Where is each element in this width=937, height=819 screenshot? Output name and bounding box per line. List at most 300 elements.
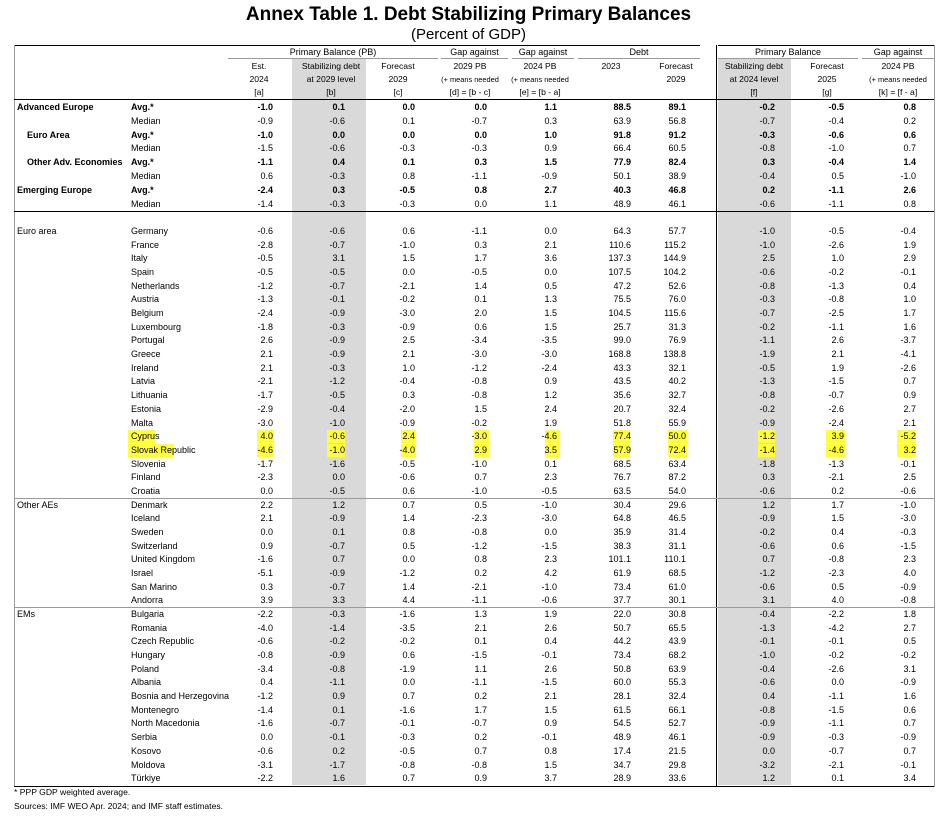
value-cell: -0.4 <box>329 404 345 414</box>
value-cell: -3.2 <box>759 760 775 770</box>
value-cell: 25.7 <box>613 322 631 332</box>
country-name: Slovak Republic <box>131 445 196 455</box>
value-cell: -2.0 <box>399 404 415 414</box>
value-cell: 0.3 <box>402 390 415 400</box>
value-cell: 0.6 <box>903 705 916 715</box>
value-cell: 89.1 <box>668 102 686 112</box>
value-cell: -0.3 <box>329 322 345 332</box>
value-cell: -0.8 <box>759 281 775 291</box>
value-cell: -1.1 <box>759 335 775 345</box>
value-cell: -0.6 <box>759 541 775 551</box>
value-cell: -0.5 <box>399 746 415 756</box>
value-cell: -1.8 <box>257 322 273 332</box>
value-cell: -2.3 <box>257 472 273 482</box>
value-cell: -0.5 <box>399 459 415 469</box>
value-cell: -4.0 <box>257 623 273 633</box>
value-cell: 0.0 <box>332 472 345 482</box>
value-cell: 0.0 <box>402 130 415 140</box>
value-cell: 77.9 <box>613 157 631 167</box>
col-header-line3: [d] = [b - c] <box>449 87 491 97</box>
value-cell: 77.4 <box>613 431 631 441</box>
value-cell: 46.1 <box>668 732 686 742</box>
value-cell: -0.9 <box>329 335 345 345</box>
value-cell: -0.2 <box>759 404 775 414</box>
value-cell: 2.5 <box>903 472 916 482</box>
value-cell: -0.9 <box>329 308 345 318</box>
value-cell: 0.0 <box>474 199 487 209</box>
value-cell: -1.3 <box>257 294 273 304</box>
value-cell: -1.7 <box>257 459 273 469</box>
value-cell: 0.9 <box>544 376 557 386</box>
value-cell: 0.1 <box>474 636 487 646</box>
value-cell: 63.9 <box>668 664 686 674</box>
value-cell: 0.8 <box>402 171 415 181</box>
value-cell: 50.8 <box>613 664 631 674</box>
value-cell: -0.8 <box>828 294 844 304</box>
value-cell: -5.1 <box>257 568 273 578</box>
value-cell: -1.4 <box>759 445 775 455</box>
value-cell: 0.2 <box>762 185 775 195</box>
group-header: Primary Balance (PB) <box>289 47 377 57</box>
value-cell: 1.1 <box>544 102 557 112</box>
value-cell: -0.2 <box>828 650 844 660</box>
col-header-line1: 2024 PB <box>881 61 915 71</box>
value-cell: 3.2 <box>903 445 916 455</box>
value-cell: -0.3 <box>399 199 415 209</box>
value-cell: -2.6 <box>828 664 844 674</box>
value-cell: -1.1 <box>828 322 844 332</box>
value-cell: -0.6 <box>257 226 273 236</box>
value-cell: 76.0 <box>668 294 686 304</box>
value-cell: -0.9 <box>759 513 775 523</box>
value-cell: 0.2 <box>474 732 487 742</box>
value-cell: -0.8 <box>471 527 487 537</box>
col-header-line2: (+ means needed <box>511 75 569 84</box>
summary-stat: Avg.* <box>131 130 154 140</box>
value-cell: -1.5 <box>900 541 916 551</box>
value-cell: 1.0 <box>402 363 415 373</box>
value-cell: 3.1 <box>332 253 345 263</box>
group-header: Gap against <box>450 47 499 57</box>
value-cell: 75.5 <box>613 294 631 304</box>
value-cell: -2.1 <box>257 376 273 386</box>
value-cell: -4.0 <box>399 445 415 455</box>
value-cell: -1.2 <box>329 376 345 386</box>
value-cell: 2.6 <box>831 335 844 345</box>
country-name: Latvia <box>131 376 156 386</box>
country-name: Czech Republic <box>131 636 195 646</box>
value-cell: 2.1 <box>903 418 916 428</box>
value-cell: -0.9 <box>900 582 916 592</box>
value-cell: 0.7 <box>903 718 916 728</box>
value-cell: 28.9 <box>613 773 631 783</box>
summary-stat: Median <box>131 171 161 181</box>
value-cell: 2.9 <box>903 253 916 263</box>
value-cell: 0.0 <box>762 746 775 756</box>
value-cell: 38.9 <box>668 171 686 181</box>
value-cell: 4.0 <box>903 568 916 578</box>
value-cell: -1.6 <box>399 609 415 619</box>
value-cell: -1.4 <box>329 623 345 633</box>
value-cell: 0.0 <box>544 267 557 277</box>
value-cell: -1.6 <box>399 705 415 715</box>
value-cell: 32.7 <box>668 390 686 400</box>
value-cell: -1.2 <box>399 568 415 578</box>
value-cell: 1.5 <box>544 322 557 332</box>
value-cell: 0.6 <box>260 171 273 181</box>
country-name: Moldova <box>131 760 166 770</box>
value-cell: -3.0 <box>900 513 916 523</box>
value-cell: 0.8 <box>903 102 916 112</box>
country-name: Israel <box>131 568 154 578</box>
value-cell: 73.4 <box>613 650 631 660</box>
value-cell: 50.1 <box>613 171 631 181</box>
country-name: Iceland <box>131 513 161 523</box>
value-cell: 0.9 <box>544 143 557 153</box>
value-cell: -0.6 <box>399 472 415 482</box>
value-cell: -1.2 <box>471 541 487 551</box>
value-cell: -0.6 <box>759 267 775 277</box>
value-cell: -2.2 <box>828 609 844 619</box>
value-cell: 2.7 <box>903 623 916 633</box>
value-cell: 30.4 <box>613 500 631 510</box>
value-cell: -0.9 <box>329 513 345 523</box>
value-cell: -1.2 <box>471 363 487 373</box>
value-cell: -5.2 <box>900 431 916 441</box>
value-cell: -1.0 <box>541 500 557 510</box>
value-cell: 2.0 <box>474 308 487 318</box>
value-cell: -1.0 <box>759 226 775 236</box>
value-cell: 0.7 <box>402 500 415 510</box>
col-header-line1: Est. <box>251 61 267 71</box>
value-cell: 0.0 <box>402 677 415 687</box>
value-cell: 21.5 <box>668 746 686 756</box>
summary-region: Advanced Europe <box>17 102 94 112</box>
value-cell: 0.7 <box>762 554 775 564</box>
value-cell: -0.1 <box>900 267 916 277</box>
group-underline <box>862 58 934 59</box>
col-header-line2: 2024 <box>249 74 269 84</box>
value-cell: 2.6 <box>544 664 557 674</box>
value-cell: 55.9 <box>668 418 686 428</box>
value-cell: -0.8 <box>399 760 415 770</box>
country-name: Bosnia and Herzegovina <box>131 691 230 701</box>
value-cell: 1.1 <box>544 199 557 209</box>
value-cell: 0.3 <box>332 185 345 195</box>
value-cell: 107.5 <box>608 267 631 277</box>
value-cell: -0.4 <box>828 116 844 126</box>
country-name: San Marino <box>131 582 178 592</box>
value-cell: -0.7 <box>329 582 345 592</box>
value-cell: 0.9 <box>544 718 557 728</box>
value-cell: 44.2 <box>613 636 631 646</box>
value-cell: 2.4 <box>544 404 557 414</box>
value-cell: 4.2 <box>544 568 557 578</box>
value-cell: -0.1 <box>541 650 557 660</box>
value-cell: -0.7 <box>329 718 345 728</box>
value-cell: -0.6 <box>759 486 775 496</box>
value-cell: 1.4 <box>402 513 415 523</box>
value-cell: 0.3 <box>260 582 273 592</box>
summary-region: Emerging Europe <box>17 185 93 195</box>
col-header-line2: 2029 <box>666 74 686 84</box>
value-cell: 1.5 <box>544 760 557 770</box>
value-cell: 52.7 <box>668 718 686 728</box>
summary-stat: Avg.* <box>131 102 154 112</box>
value-cell: 40.3 <box>613 185 631 195</box>
value-cell: -3.0 <box>541 349 557 359</box>
summary-region: Euro Area <box>27 130 70 140</box>
value-cell: -0.8 <box>471 376 487 386</box>
value-cell: -0.5 <box>828 102 844 112</box>
section-label: Other AEs <box>17 500 59 510</box>
col-header-line2: 2029 <box>388 74 408 84</box>
value-cell: -0.3 <box>900 527 916 537</box>
value-cell: 2.6 <box>903 185 916 195</box>
value-cell: -0.2 <box>399 294 415 304</box>
value-cell: -1.0 <box>471 459 487 469</box>
value-cell: 0.0 <box>474 130 487 140</box>
value-cell: 1.4 <box>903 157 916 167</box>
value-cell: 0.1 <box>332 102 345 112</box>
value-cell: 1.0 <box>903 294 916 304</box>
country-name: Andorra <box>131 595 164 605</box>
footnote-ppp: * PPP GDP weighted average. <box>14 787 131 797</box>
value-cell: -0.9 <box>257 116 273 126</box>
col-header-line2: (+ means needed <box>441 75 499 84</box>
value-cell: -4.6 <box>828 445 844 455</box>
value-cell: 2.1 <box>260 513 273 523</box>
value-cell: 0.0 <box>544 527 557 537</box>
value-cell: -3.4 <box>257 664 273 674</box>
country-name: Portugal <box>131 335 165 345</box>
value-cell: 2.1 <box>544 240 557 250</box>
value-cell: 0.5 <box>831 171 844 181</box>
value-cell: -0.1 <box>900 760 916 770</box>
value-cell: 0.2 <box>903 116 916 126</box>
value-cell: -1.1 <box>471 171 487 181</box>
value-cell: 0.5 <box>544 281 557 291</box>
footnote-sources: Sources: IMF WEO Apr. 2024; and IMF staff estimates. <box>14 801 224 811</box>
value-cell: 22.0 <box>613 609 631 619</box>
value-cell: 0.1 <box>402 157 415 167</box>
col-header-line1: Forecast <box>659 61 693 71</box>
value-cell: -0.3 <box>329 199 345 209</box>
value-cell: 1.7 <box>903 308 916 318</box>
value-cell: -0.6 <box>329 226 345 236</box>
value-cell: 1.7 <box>831 500 844 510</box>
value-cell: 0.7 <box>903 143 916 153</box>
country-name: Finland <box>131 472 161 482</box>
value-cell: -0.8 <box>471 760 487 770</box>
summary-stat: Median <box>131 143 161 153</box>
value-cell: 3.7 <box>544 773 557 783</box>
value-cell: 99.0 <box>613 335 631 345</box>
value-cell: -4.6 <box>541 431 557 441</box>
value-cell: 32.4 <box>668 691 686 701</box>
country-name: Cyprus <box>131 431 160 441</box>
value-cell: 0.0 <box>402 102 415 112</box>
value-cell: 0.2 <box>474 568 487 578</box>
country-name: Slovenia <box>131 459 166 469</box>
col-header-line2: (+ means needed <box>869 75 927 84</box>
value-cell: 64.8 <box>613 513 631 523</box>
value-cell: -1.1 <box>828 199 844 209</box>
value-cell: 0.6 <box>903 130 916 140</box>
value-cell: -0.2 <box>471 418 487 428</box>
value-cell: 76.9 <box>668 335 686 345</box>
value-cell: -1.1 <box>828 691 844 701</box>
value-cell: -0.4 <box>759 664 775 674</box>
value-cell: -2.3 <box>471 513 487 523</box>
value-cell: 0.4 <box>762 691 775 701</box>
value-cell: -0.4 <box>759 609 775 619</box>
value-cell: -1.0 <box>257 130 273 140</box>
value-cell: 50.0 <box>668 431 686 441</box>
value-cell: -1.6 <box>257 554 273 564</box>
value-cell: -3.7 <box>900 335 916 345</box>
col-header-line3: [f] <box>750 87 758 97</box>
col-header-line3: [b] <box>326 87 336 97</box>
value-cell: 48.9 <box>613 732 631 742</box>
value-cell: 56.8 <box>668 116 686 126</box>
value-cell: -1.4 <box>257 705 273 715</box>
value-cell: -1.5 <box>828 376 844 386</box>
value-cell: 2.3 <box>544 472 557 482</box>
value-cell: 73.4 <box>613 582 631 592</box>
value-cell: 31.3 <box>668 322 686 332</box>
value-cell: 33.6 <box>668 773 686 783</box>
country-name: Spain <box>131 267 155 277</box>
value-cell: -0.9 <box>900 732 916 742</box>
country-name: Belgium <box>131 308 164 318</box>
value-cell: -0.3 <box>329 609 345 619</box>
value-cell: 0.3 <box>762 157 775 167</box>
col-header-line1: 2024 PB <box>523 61 557 71</box>
value-cell: -0.1 <box>329 732 345 742</box>
value-cell: -2.1 <box>828 472 844 482</box>
value-cell: -1.6 <box>329 459 345 469</box>
value-cell: -0.9 <box>329 349 345 359</box>
value-cell: 110.1 <box>664 554 686 564</box>
value-cell: 1.5 <box>544 705 557 715</box>
value-cell: 0.8 <box>474 185 487 195</box>
section-label: EMs <box>17 609 35 619</box>
value-cell: -1.0 <box>759 240 775 250</box>
value-cell: -0.7 <box>828 746 844 756</box>
value-cell: -1.3 <box>828 459 844 469</box>
value-cell: -4.2 <box>828 623 844 633</box>
value-cell: 115.2 <box>664 240 686 250</box>
value-cell: 0.1 <box>332 705 345 715</box>
value-cell: -0.1 <box>828 636 844 646</box>
col-header-line1: Stabilizing debt <box>301 61 361 71</box>
value-cell: -0.2 <box>759 527 775 537</box>
summary-stat: Avg.* <box>131 185 154 195</box>
value-cell: -1.1 <box>471 226 487 236</box>
value-cell: 1.4 <box>474 281 487 291</box>
value-cell: -0.6 <box>828 130 844 140</box>
value-cell: -0.2 <box>759 102 775 112</box>
value-cell: 61.9 <box>613 568 631 578</box>
value-cell: -1.1 <box>329 677 345 687</box>
value-cell: 1.6 <box>903 691 916 701</box>
summary-stat: Avg.* <box>131 157 154 167</box>
value-cell: 63.4 <box>668 459 686 469</box>
value-cell: 43.5 <box>613 376 631 386</box>
col-header-line2: at 2029 level <box>306 74 356 84</box>
value-cell: 88.5 <box>613 102 631 112</box>
value-cell: 57.9 <box>613 445 631 455</box>
value-cell: -0.3 <box>329 171 345 181</box>
value-cell: 2.3 <box>544 554 557 564</box>
value-cell: -0.8 <box>471 390 487 400</box>
group-header: Gap against <box>873 47 923 57</box>
value-cell: 0.5 <box>903 636 916 646</box>
value-cell: -0.8 <box>759 143 775 153</box>
value-cell: 0.2 <box>474 691 487 701</box>
value-cell: 0.6 <box>474 322 487 332</box>
country-name: France <box>131 240 160 250</box>
value-cell: 91.8 <box>613 130 631 140</box>
col-header-line3: [g] <box>822 87 832 97</box>
value-cell: 72.4 <box>668 445 686 455</box>
value-cell: 0.0 <box>831 677 844 687</box>
country-name: Croatia <box>131 486 161 496</box>
col-header-line3: [e] = [b - a] <box>519 87 561 97</box>
value-cell: 110.6 <box>609 240 631 250</box>
value-cell: 2.1 <box>260 349 273 359</box>
country-name: Denmark <box>131 500 168 510</box>
value-cell: 0.1 <box>474 294 487 304</box>
value-cell: -3.0 <box>399 308 415 318</box>
value-cell: -0.9 <box>759 718 775 728</box>
value-cell: 0.8 <box>474 554 487 564</box>
table-left-border <box>14 45 15 787</box>
page-subtitle: (Percent of GDP) <box>410 26 527 43</box>
page-title: Annex Table 1. Debt Stabilizing Primary Balances <box>245 4 692 25</box>
country-name: Germany <box>131 226 169 236</box>
value-cell: -3.5 <box>399 623 415 633</box>
value-cell: -0.3 <box>471 143 487 153</box>
value-cell: 1.3 <box>474 609 487 619</box>
group-header: Debt <box>629 47 649 57</box>
value-cell: 0.7 <box>474 746 487 756</box>
group-underline <box>228 58 438 59</box>
value-cell: 1.8 <box>903 609 916 619</box>
value-cell: -0.4 <box>399 376 415 386</box>
value-cell: -2.4 <box>541 363 557 373</box>
value-cell: 3.9 <box>260 595 273 605</box>
value-cell: 61.0 <box>668 582 686 592</box>
value-cell: 0.7 <box>474 472 487 482</box>
value-cell: 3.5 <box>544 445 557 455</box>
country-name: United Kingdom <box>131 554 196 564</box>
value-cell: -1.8 <box>759 459 775 469</box>
value-cell: 0.4 <box>260 677 273 687</box>
value-cell: 1.5 <box>402 253 415 263</box>
value-cell: -1.5 <box>471 650 487 660</box>
value-cell: 0.0 <box>260 486 273 496</box>
value-cell: -0.4 <box>828 157 844 167</box>
value-cell: -2.6 <box>828 240 844 250</box>
value-cell: 2.5 <box>402 335 415 345</box>
value-cell: 115.6 <box>664 308 686 318</box>
country-name: Poland <box>131 664 160 674</box>
summary-stat: Median <box>131 199 161 209</box>
value-cell: 0.4 <box>332 157 345 167</box>
country-name: Romania <box>131 623 168 633</box>
